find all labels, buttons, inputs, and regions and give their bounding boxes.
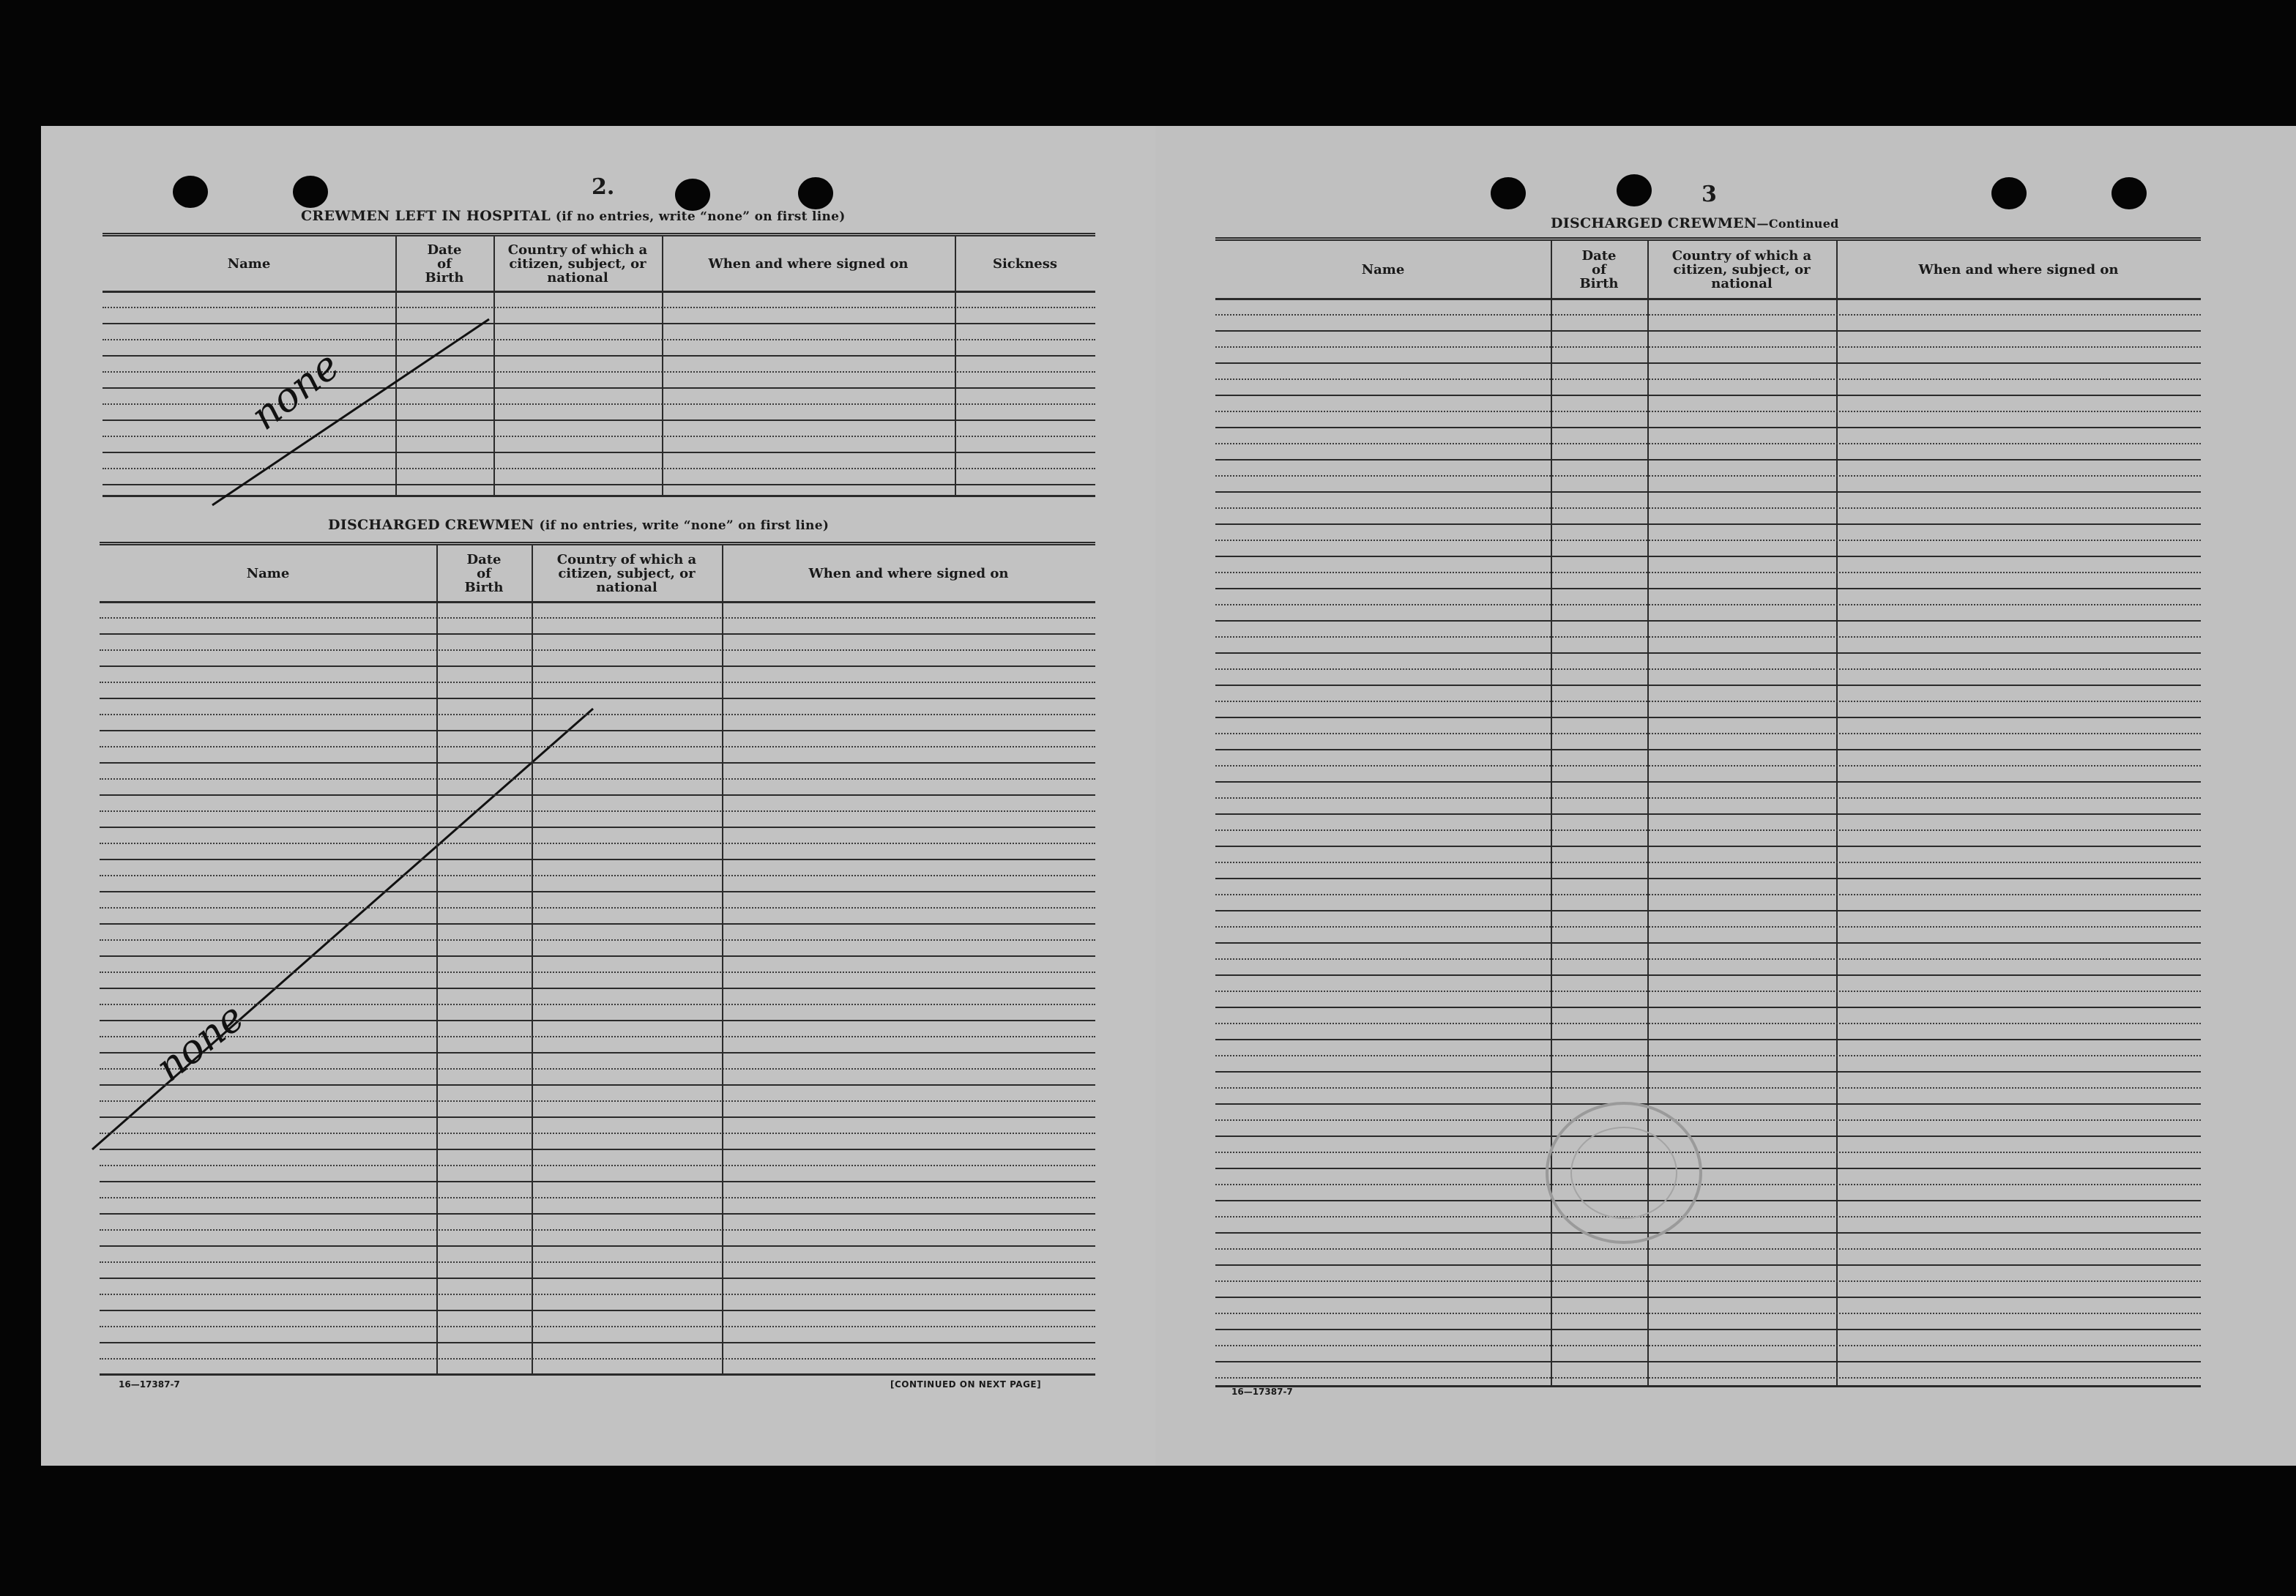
- row-rule: [100, 794, 1095, 796]
- row-rule: [100, 1020, 1095, 1021]
- row-rule: [1215, 1087, 2201, 1089]
- row-rule: [1215, 1039, 2201, 1040]
- row-rule: [1215, 1297, 2201, 1298]
- row-rule: [100, 698, 1095, 699]
- col-header-signed-on: When and where signed on: [708, 256, 909, 272]
- row-rule: [1215, 1377, 2201, 1379]
- row-rule: [1215, 797, 2201, 799]
- row-rule: [100, 1278, 1095, 1279]
- row-rule: [100, 972, 1095, 973]
- row-rule: [1215, 540, 2201, 541]
- row-rule: [100, 665, 1095, 667]
- row-rule: [1215, 926, 2201, 928]
- row-rule: [1215, 749, 2201, 750]
- table-bottom-rule: [1215, 1385, 2201, 1387]
- row-rule: [100, 1197, 1095, 1198]
- discharged-continued-title: DISCHARGED CREWMEN—Continued: [1551, 215, 1839, 231]
- row-rule: [100, 1165, 1095, 1166]
- row-rule: [100, 730, 1095, 731]
- row-rule: [100, 843, 1095, 844]
- column-divider: [532, 545, 533, 1375]
- table-header: [100, 545, 1095, 603]
- row-rule: [100, 875, 1095, 876]
- right-page: [1155, 126, 2296, 1466]
- row-rule: [1215, 346, 2201, 348]
- row-rule: [100, 1213, 1095, 1215]
- row-rule: [1215, 1280, 2201, 1282]
- row-rule: [1215, 572, 2201, 573]
- row-rule: [100, 1149, 1095, 1150]
- col-header-country: Country of which a citizen, subject, or national: [556, 551, 697, 595]
- row-rule: [1215, 668, 2201, 670]
- binder-hole: [1617, 174, 1652, 206]
- hospital-section-title: CREWMEN LEFT IN HOSPITAL (if no entries, write “none” on first line): [301, 208, 846, 224]
- col-header-dob: Date of Birth: [1579, 247, 1619, 291]
- binder-hole: [1991, 177, 2027, 209]
- table-header: [1215, 241, 2201, 300]
- row-rule: [1215, 1071, 2201, 1073]
- row-rule: [1215, 1345, 2201, 1346]
- row-rule: [100, 1358, 1095, 1360]
- row-rule: [1215, 1007, 2201, 1008]
- row-rule: [100, 859, 1095, 860]
- col-header-country: Country of which a citizen, subject, or national: [1671, 247, 1812, 291]
- row-rule: [100, 649, 1095, 651]
- handwritten-none: none: [242, 342, 348, 439]
- row-rule: [1215, 701, 2201, 702]
- row-rule: [1215, 395, 2201, 396]
- col-header-sickness: Sickness: [992, 256, 1058, 272]
- row-rule: [100, 1294, 1095, 1295]
- row-rule: [1215, 974, 2201, 976]
- row-rule: [1215, 1329, 2201, 1330]
- row-rule: [100, 955, 1095, 957]
- row-rule: [100, 746, 1095, 747]
- row-rule: [100, 778, 1095, 780]
- row-rule: [1215, 733, 2201, 734]
- row-rule: [100, 907, 1095, 909]
- row-rule: [1215, 991, 2201, 992]
- row-rule: [100, 1310, 1095, 1311]
- row-rule: [100, 1229, 1095, 1231]
- row-rule: [100, 714, 1095, 715]
- row-rule: [1215, 910, 2201, 911]
- column-divider: [722, 545, 723, 1375]
- row-rule: [1215, 829, 2201, 831]
- row-rule: [100, 1100, 1095, 1102]
- row-rule: [100, 988, 1095, 989]
- row-rule: [1215, 1361, 2201, 1362]
- row-rule: [1215, 717, 2201, 718]
- row-rule: [100, 1116, 1095, 1118]
- row-rule: [100, 1133, 1095, 1134]
- form-code: 16—17387-7: [1231, 1387, 1293, 1397]
- row-rule: [1215, 475, 2201, 477]
- col-header-dob: Date of Birth: [425, 242, 464, 286]
- row-rule: [1215, 862, 2201, 863]
- row-rule: [100, 1245, 1095, 1247]
- row-rule: [1215, 523, 2201, 525]
- row-rule: [100, 633, 1095, 635]
- row-rule: [1215, 958, 2201, 960]
- row-rule: [1215, 459, 2201, 460]
- row-rule: [1215, 846, 2201, 847]
- row-rule: [1215, 813, 2201, 815]
- page-number: 3: [1702, 182, 1717, 207]
- row-rule: [1215, 1313, 2201, 1314]
- row-rule: [1215, 942, 2201, 944]
- row-rule: [1215, 507, 2201, 509]
- row-rule: [100, 1326, 1095, 1327]
- row-rule: [100, 1068, 1095, 1070]
- row-rule: [100, 1342, 1095, 1343]
- faded-stamp: [1536, 1092, 1712, 1253]
- row-rule: [100, 1036, 1095, 1037]
- col-header-signed-on: When and where signed on: [1918, 261, 2119, 277]
- row-rule: [1215, 314, 2201, 316]
- row-rule: [1215, 427, 2201, 428]
- row-rule: [100, 891, 1095, 892]
- binder-hole: [1491, 177, 1526, 209]
- row-rule: [1215, 379, 2201, 380]
- row-rule: [1215, 652, 2201, 654]
- form-code: 16—17387-7: [119, 1379, 180, 1390]
- col-header-dob: Date of Birth: [464, 551, 504, 595]
- row-rule: [1215, 781, 2201, 783]
- row-rule: [1215, 685, 2201, 686]
- row-rule: [100, 827, 1095, 828]
- row-rule: [100, 1261, 1095, 1263]
- left-page: [41, 126, 1160, 1466]
- page-number: 2.: [592, 174, 615, 200]
- row-rule: [100, 617, 1095, 619]
- row-rule: [1215, 636, 2201, 638]
- row-rule: [1215, 362, 2201, 364]
- row-rule: [1215, 1055, 2201, 1056]
- col-header-name: Name: [246, 565, 290, 581]
- row-rule: [1215, 894, 2201, 895]
- binder-hole: [2112, 177, 2147, 209]
- row-rule: [1215, 1023, 2201, 1024]
- row-rule: [100, 810, 1095, 812]
- col-header-signed-on: When and where signed on: [808, 565, 1009, 581]
- continued-note: [CONTINUED ON NEXT PAGE]: [890, 1379, 1042, 1390]
- row-rule: [1215, 330, 2201, 332]
- table-bottom-rule: [100, 1373, 1095, 1376]
- row-rule: [1215, 620, 2201, 622]
- row-rule: [100, 1181, 1095, 1182]
- row-rule: [1215, 765, 2201, 767]
- row-rule: [1215, 443, 2201, 444]
- row-rule: [100, 682, 1095, 683]
- row-rule: [1215, 588, 2201, 589]
- discharged-table: [100, 542, 1095, 1371]
- column-divider: [436, 545, 438, 1375]
- row-rule: [1215, 411, 2201, 412]
- row-rule: [100, 1004, 1095, 1005]
- row-rule: [1215, 491, 2201, 493]
- row-rule: [1215, 604, 2201, 605]
- row-rule: [100, 939, 1095, 941]
- col-header-name: Name: [1361, 261, 1405, 277]
- row-rule: [1215, 556, 2201, 557]
- col-header-country: Country of which a citizen, subject, or national: [507, 242, 648, 286]
- row-rule: [1215, 1264, 2201, 1266]
- row-rule: [100, 923, 1095, 925]
- discharged-section-title: DISCHARGED CREWMEN (if no entries, write “none” on first line): [328, 517, 830, 533]
- row-rule: [100, 1084, 1095, 1086]
- row-rule: [100, 1052, 1095, 1054]
- handwritten-none: none: [146, 993, 253, 1091]
- col-header-name: Name: [227, 256, 271, 272]
- row-rule: [100, 762, 1095, 764]
- row-rule: [1215, 878, 2201, 879]
